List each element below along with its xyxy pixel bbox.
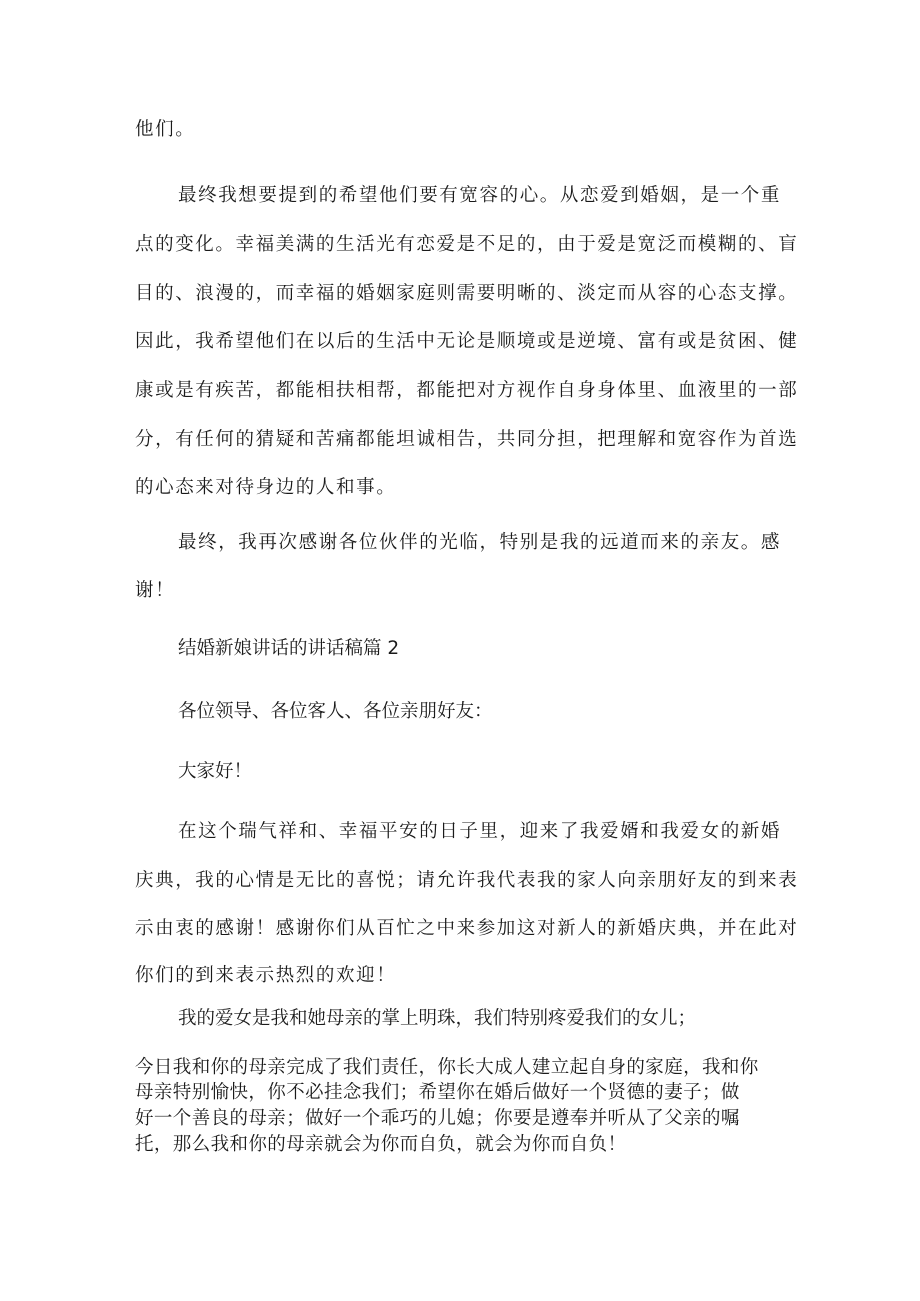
section-heading: 结婚新娘讲话的讲话稿篇 2 — [178, 638, 400, 659]
text-line: 母亲特别愉快，你不必挂念我们；希望你在婚后做好一个贤德的妻子；做 — [135, 1082, 740, 1103]
text-line: 好一个善良的母亲；做好一个乖巧的儿媳；你要是遵奉并听从了父亲的嘱 — [135, 1108, 740, 1129]
text-line: 的心态来对待身边的人和事。 — [135, 477, 397, 498]
text-line: 分，有任何的猜疑和苦痛都能坦诚相告，共同分担，把理解和宽容作为首选 — [135, 429, 799, 450]
text-line: 因此，我希望他们在以后的生活中无论是顺境或是逆境、富有或是贫困、健 — [135, 331, 799, 352]
text-line: 示由衷的感谢！感谢你们从百忙之中来参加这对新人的新婚庆典，并在此对 — [135, 918, 799, 939]
text-line: 目的、浪漫的，而幸福的婚姻家庭则需要明晰的、淡定而从容的心态支撑。 — [135, 283, 799, 304]
text-line: 庆典，我的心情是无比的喜悦；请允许我代表我的家人向亲朋好友的到来表 — [135, 870, 799, 891]
text-line: 康或是有疾苦，都能相扶相帮，都能把对方视作自身身体里、血液里的一部 — [135, 380, 799, 401]
text-line: 点的变化。幸福美满的生活光有恋爱是不足的，由于爱是宽泛而模糊的、盲 — [135, 234, 799, 255]
paragraph-first-line: 最终我想要提到的希望他们要有宽容的心。从恋爱到婚姻，是一个重 — [178, 185, 782, 206]
text-line: 今日我和你的母亲完成了我们责任，你长大成人建立起自身的家庭，我和你 — [135, 1057, 759, 1078]
text-line: 谢！ — [135, 580, 176, 601]
greeting: 大家好！ — [178, 761, 253, 782]
paragraph-first-line: 最终，我再次感谢各位伙伴的光临，特别是我的远道而来的亲友。感 — [178, 532, 782, 553]
text-line: 托，那么我和你的母亲就会为你而自负，就会为你而自负！ — [135, 1134, 627, 1155]
paragraph-first-line: 在这个瑞气祥和、幸福平安的日子里，迎来了我爱婿和我爱女的新婚 — [178, 821, 782, 842]
salutation: 各位领导、各位客人、各位亲朋好友： — [178, 701, 493, 722]
paragraph-first-line: 我的爱女是我和她母亲的掌上明珠，我们特别疼爱我们的女儿； — [178, 1008, 697, 1029]
text-line: 你们的到来表示热烈的欢迎！ — [135, 965, 397, 986]
text-line: 他们。 — [135, 119, 196, 140]
